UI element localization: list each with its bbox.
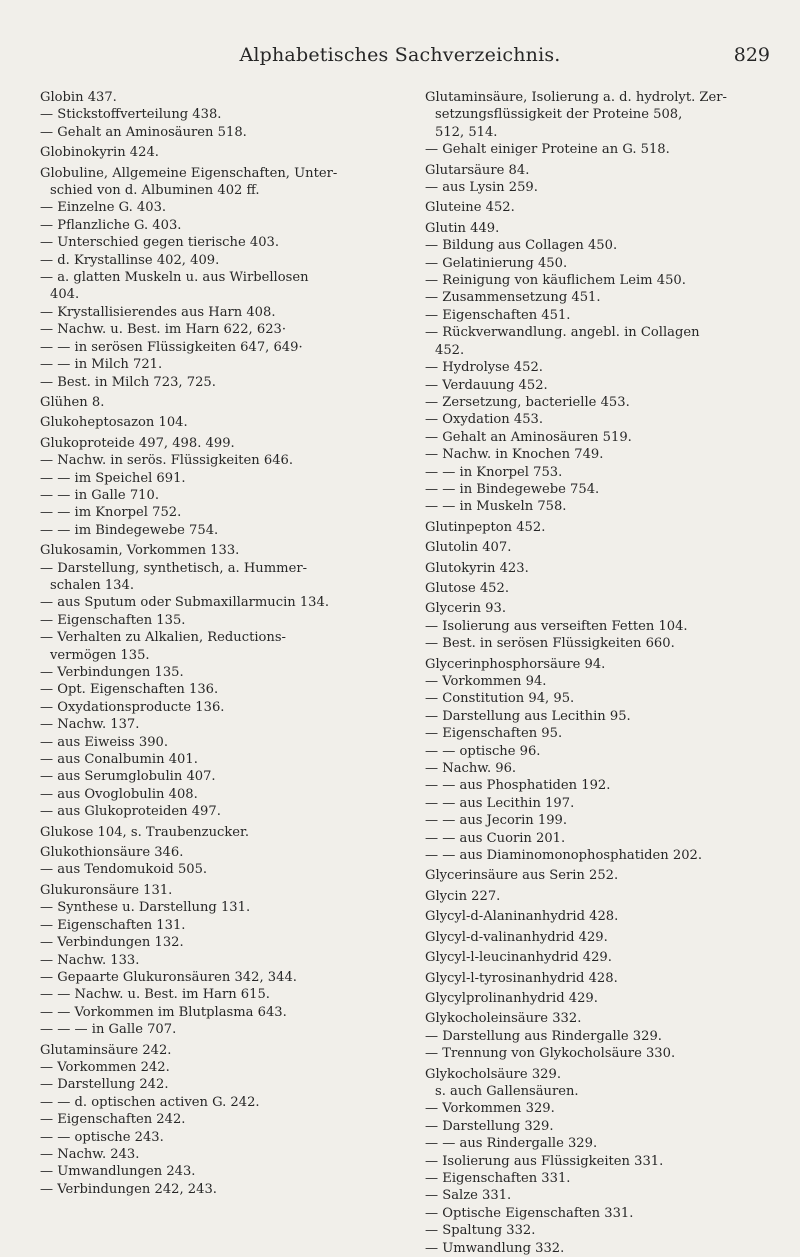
index-entry: — Bildung aus Collagen 450. [425, 238, 618, 254]
index-entry: — — in serösen Flüssigkeiten 647, 649· [40, 339, 303, 355]
index-entry: Glycyl-l-tyrosinanhydrid 428. [425, 970, 618, 986]
index-entry: — — aus Cuorin 201. [425, 830, 566, 846]
index-entry: Glycin 227. [425, 888, 501, 904]
page-number: 829 [733, 44, 770, 66]
index-entry: Glutarsäure 84. [425, 162, 530, 178]
index-entry: Glukothionsäure 346. [40, 845, 184, 861]
index-entry: — Eigenschaften 95. [425, 726, 563, 742]
index-entry: — Nachw. 243. [40, 1146, 140, 1162]
index-entry: — — in Knorpel 753. [425, 464, 563, 480]
index-entry: — Verhalten zu Alkalien, Reductions- [40, 630, 286, 646]
index-entry: — Isolierung aus Flüssigkeiten 331. [425, 1153, 664, 1169]
index-entry: — — in Muskeln 758. [425, 499, 567, 515]
index-entry: — Nachw. in Knochen 749. [425, 447, 604, 463]
index-entry: — Pflanzliche G. 403. [40, 217, 182, 233]
index-entry: — Trennung von Glykocholsäure 330. [425, 1046, 676, 1062]
index-entry: Glutinpepton 452. [425, 519, 546, 535]
index-entry: 404. [50, 287, 80, 303]
index-entry: — Eigenschaften 135. [40, 612, 186, 628]
index-entry: — Nachw. 137. [40, 717, 140, 733]
index-entry: Glukoproteide 497, 498. 499. [40, 435, 235, 451]
index-entry: — — d. optischen activen G. 242. [40, 1094, 260, 1110]
index-entry: — Hydrolyse 452. [425, 360, 543, 376]
index-entry: — — aus Diaminomonophosphatiden 202. [425, 848, 703, 864]
index-entry: — aus Eiweiss 390. [40, 734, 169, 750]
running-title: Alphabetisches Sachverzeichnis. [239, 44, 561, 66]
index-entry: — Synthese u. Darstellung 131. [40, 900, 251, 916]
index-entry: — Darstellung, synthetisch, a. Hummer- [40, 560, 307, 576]
index-entry: — Gehalt an Aminosäuren 518. [40, 124, 247, 140]
index-entry: — — aus Lecithin 197. [425, 795, 575, 811]
index-entry: Glukosamin, Vorkommen 133. [40, 543, 240, 559]
index-entry: — Vorkommen 94. [425, 674, 547, 689]
index-entry: Glutaminsäure 242. [40, 1042, 172, 1058]
page-header [30, 44, 770, 70]
index-entry: — aus Serumglobulin 407. [40, 769, 216, 785]
index-entry: Glycerin 93. [425, 601, 506, 617]
index-entry: Glukoheptosazon 104. [40, 415, 188, 431]
index-entry: — Salze 331. [425, 1188, 512, 1204]
index-entry: — Umwandlung 332. [425, 1240, 565, 1256]
index-entry: Glutokyrin 423. [425, 560, 529, 576]
index-entry: — d. Krystallinse 402, 409. [40, 252, 220, 268]
index-entry: — Eigenschaften 331. [425, 1170, 571, 1186]
index-entry: — Vorkommen 242. [40, 1059, 170, 1075]
index-entry: — Krystallisierendes aus Harn 408. [40, 304, 276, 320]
index-entry: setzungsflüssigkeit der Proteine 508, [435, 107, 683, 123]
index-entry: — — in Bindegewebe 754. [425, 481, 600, 497]
index-entry: — Stickstoffverteilung 438. [40, 107, 222, 123]
index-entry: — Oxydation 453. [425, 412, 544, 428]
index-entry: — Spaltung 332. [425, 1223, 536, 1239]
index-entry: — aus Ovoglobulin 408. [40, 786, 198, 802]
index-entry: — Eigenschaften 242. [40, 1112, 186, 1128]
index-entry: Glycyl-l-leucinanhydrid 429. [425, 950, 612, 966]
index-entry: Globuline, Allgemeine Eigenschaften, Unter- [40, 165, 338, 181]
index-entry: — — optische 96. [425, 743, 541, 759]
index-entry: Glutose 452. [425, 580, 510, 596]
index-entry: — Darstellung 329. [425, 1118, 554, 1134]
index-entry: Glutaminsäure, Isolierung a. d. hydrolyt. Zer- [425, 90, 727, 105]
index-entry: — a. glatten Muskeln u. aus Wirbellosen [40, 270, 309, 286]
index-entry: 452. [435, 342, 465, 358]
index-entry: — Eigenschaften 131. [40, 917, 186, 933]
index-entry: Glukuronsäure 131. [40, 882, 173, 898]
index-entry: — Optische Eigenschaften 331. [425, 1205, 634, 1221]
index-entry: 512, 514. [435, 124, 498, 140]
index-entry: — Reinigung von käuflichem Leim 450. [425, 273, 686, 289]
index-entry: — Verbindungen 132. [40, 935, 184, 951]
index-entry: Glühen 8. [40, 394, 105, 410]
index-column-left [40, 89, 395, 1198]
index-entry: — Darstellung aus Lecithin 95. [425, 708, 631, 724]
index-entry: — Unterschied gegen tierische 403. [40, 235, 280, 251]
index-entry: — — im Speichel 691. [40, 470, 186, 486]
index-entry: — aus Sputum oder Submaxillarmucin 134. [40, 595, 330, 611]
index-entry: Glycyl-d-valinanhydrid 429. [425, 929, 608, 945]
index-entry: — Opt. Eigenschaften 136. [40, 682, 219, 698]
index-entry: — — in Milch 721. [40, 357, 163, 373]
index-entry: Glykocholsäure 329. [425, 1066, 561, 1082]
index-entry: — Darstellung aus Rindergalle 329. [425, 1028, 662, 1044]
index-entry: — Verdauung 452. [425, 377, 548, 393]
index-entry: — — in Galle 710. [40, 487, 160, 503]
index-entry: — — — in Galle 707. [40, 1022, 177, 1038]
index-entry: — Verbindungen 242, 243. [40, 1181, 217, 1197]
index-entry: — Vorkommen 329. [425, 1101, 555, 1117]
index-entry: — — im Knorpel 752. [40, 505, 182, 521]
index-entry: — — aus Phosphatiden 192. [425, 778, 611, 794]
index-entry: schalen 134. [50, 577, 134, 593]
index-entry: — Best. in serösen Flüssigkeiten 660. [425, 636, 675, 652]
index-entry: Gluteine 452. [425, 200, 515, 216]
index-entry: — Verbindungen 135. [40, 665, 184, 680]
index-entry: Globinokyrin 424. [40, 145, 159, 161]
index-entry: — Best. in Milch 723, 725. [40, 374, 216, 390]
index-entry: — Nachw. u. Best. im Harn 622, 623· [40, 322, 287, 338]
index-entry: — Rückverwandlung. angebl. in Collagen [425, 325, 700, 341]
index-entry: Glycyl-d-Alaninanhydrid 428. [425, 909, 619, 925]
index-entry: — Darstellung 242. [40, 1077, 169, 1093]
index-entry: Glycerinsäure aus Serin 252. [425, 868, 619, 884]
index-entry: — Isolierung aus verseiften Fetten 104. [425, 618, 688, 634]
index-entry: — Nachw. 96. [425, 761, 517, 777]
index-entry: — aus Tendomukoid 505. [40, 862, 208, 878]
index-entry: — Nachw. in serös. Flüssigkeiten 646. [40, 453, 294, 469]
index-entry: — — im Bindegewebe 754. [40, 522, 219, 538]
index-entry: — Umwandlungen 243. [40, 1164, 196, 1180]
index-entry: — — aus Jecorin 199. [425, 813, 568, 829]
index-entry: Globin 437. [40, 90, 117, 105]
index-entry: — — aus Rindergalle 329. [425, 1136, 598, 1152]
index-entry: — Gehalt einiger Proteine an G. 518. [425, 142, 670, 158]
index-entry: — Zusammensetzung 451. [425, 290, 601, 306]
index-entry: Glutin 449. [425, 220, 500, 236]
index-entry: — aus Lysin 259. [425, 180, 538, 196]
index-entry: Glycylprolinanhydrid 429. [425, 990, 598, 1006]
index-entry: — aus Glukoproteiden 497. [40, 804, 221, 820]
index-entry: Glykocholeinsäure 332. [425, 1011, 582, 1027]
index-entry: — aus Conalbumin 401. [40, 752, 198, 768]
index-entry: s. auch Gallensäuren. [435, 1083, 579, 1099]
index-entry: — — Vorkommen im Blutplasma 643. [40, 1004, 287, 1020]
index-column-right [425, 89, 775, 1257]
index-entry: Glycerinphosphorsäure 94. [425, 656, 606, 672]
index-entry: Glukose 104, s. Traubenzucker. [40, 824, 250, 840]
index-entry: — — optische 243. [40, 1129, 164, 1145]
index-entry: — Gelatinierung 450. [425, 255, 568, 271]
index-entry: — Einzelne G. 403. [40, 200, 167, 216]
index-entry: vermögen 135. [50, 647, 150, 663]
index-entry: Glutolin 407. [425, 540, 512, 556]
index-entry: schied von d. Albuminen 402 ff. [50, 183, 260, 199]
index-entry: — — Nachw. u. Best. im Harn 615. [40, 987, 270, 1003]
index-entry: — Constitution 94, 95. [425, 691, 575, 707]
index-entry: — Gehalt an Aminosäuren 519. [425, 429, 632, 445]
index-entry: — Oxydationsproducte 136. [40, 699, 225, 715]
index-entry: — Gepaarte Glukuronsäuren 342, 344. [40, 969, 297, 985]
index-entry: — Zersetzung, bacterielle 453. [425, 394, 630, 410]
index-entry: — Eigenschaften 451. [425, 307, 571, 323]
index-entry: — Nachw. 133. [40, 952, 140, 968]
